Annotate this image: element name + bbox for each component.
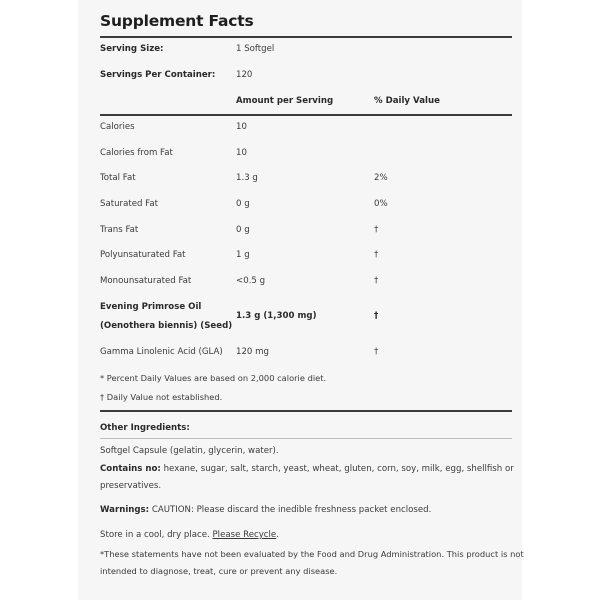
nutrient-name: Monounsaturated Fat: [100, 276, 192, 286]
other-ingredients-heading: Other Ingredients:: [100, 423, 190, 433]
disclaimer-line-1: *These statements have not been evaluated by the Food and Drug Administration. This product is not: [100, 549, 524, 559]
footnote-percent: * Percent Daily Values are based on 2,000 calorie diet.: [100, 373, 327, 383]
divider-header: [100, 114, 512, 116]
contains-no-text-cont: preservatives.: [100, 481, 162, 491]
serving-size-label: Serving Size:: [100, 44, 164, 54]
warnings-line: [100, 505, 431, 515]
nutrient-amount: 10: [236, 122, 247, 132]
nutrient-name: Total Fat: [100, 173, 136, 183]
nutrient-amount: 10: [236, 148, 247, 158]
daily-value-header: % Daily Value: [374, 96, 440, 106]
nutrient-amount: 1 g: [236, 250, 250, 260]
nutrient-dv: †: [374, 250, 379, 260]
nutrient-dv: 0%: [374, 199, 388, 209]
nutrient-dv: 2%: [374, 173, 388, 183]
nutrient-name: Polyunsaturated Fat: [100, 250, 186, 260]
contains-no-text: hexane, sugar, salt, starch, yeast, wheat, gluten, corn, soy, milk, egg, shellfish or: [160, 464, 514, 474]
amount-header: Amount per Serving: [236, 96, 334, 106]
servings-per-container-value: 120: [236, 70, 253, 80]
serving-size-value: 1 Softgel: [236, 44, 275, 54]
contains-no-line: [100, 464, 514, 474]
nutrient-name: Calories from Fat: [100, 148, 173, 158]
gla-dv: †: [374, 347, 379, 357]
please-recycle-link[interactable]: Please Recycle: [212, 530, 277, 540]
disclaimer-line-2: intended to diagnose, treat, cure or prevent any disease.: [100, 566, 338, 576]
gla-name: Gamma Linolenic Acid (GLA): [100, 347, 223, 357]
contains-no-label: Contains no:: [100, 464, 161, 474]
storage-text: Store in a cool, dry place.: [100, 530, 213, 540]
nutrient-amount: 1.3 g: [236, 173, 258, 183]
warnings-text: CAUTION: Please discard the inedible freshness packet enclosed.: [149, 505, 432, 515]
nutrient-dv: †: [374, 225, 379, 235]
page-title: Supplement Facts: [100, 12, 254, 30]
primrose-name: Evening Primrose Oil: [100, 302, 202, 312]
nutrient-dv: †: [374, 276, 379, 286]
servings-per-container-label: Servings Per Container:: [100, 70, 216, 80]
divider-top: [100, 36, 512, 38]
ingredients-text: Softgel Capsule (gelatin, glycerin, water).: [100, 446, 279, 456]
warnings-label: Warnings:: [100, 505, 150, 515]
nutrient-name: Calories: [100, 122, 135, 132]
divider-footnotes: [100, 410, 512, 412]
storage-end: .: [276, 530, 279, 540]
primrose-latin-name: (Oenothera biennis) (Seed): [100, 321, 233, 331]
nutrient-amount: 0 g: [236, 199, 250, 209]
storage-line: [100, 530, 279, 540]
nutrient-amount: <0.5 g: [236, 276, 266, 286]
primrose-amount: 1.3 g (1,300 mg): [236, 311, 317, 321]
footnote-dagger: † Daily Value not established.: [100, 392, 223, 402]
nutrient-name: Saturated Fat: [100, 199, 158, 209]
divider-other: [100, 438, 512, 439]
primrose-dv: †: [374, 311, 379, 321]
nutrient-name: Trans Fat: [100, 225, 139, 235]
gla-amount: 120 mg: [236, 347, 269, 357]
nutrient-amount: 0 g: [236, 225, 250, 235]
